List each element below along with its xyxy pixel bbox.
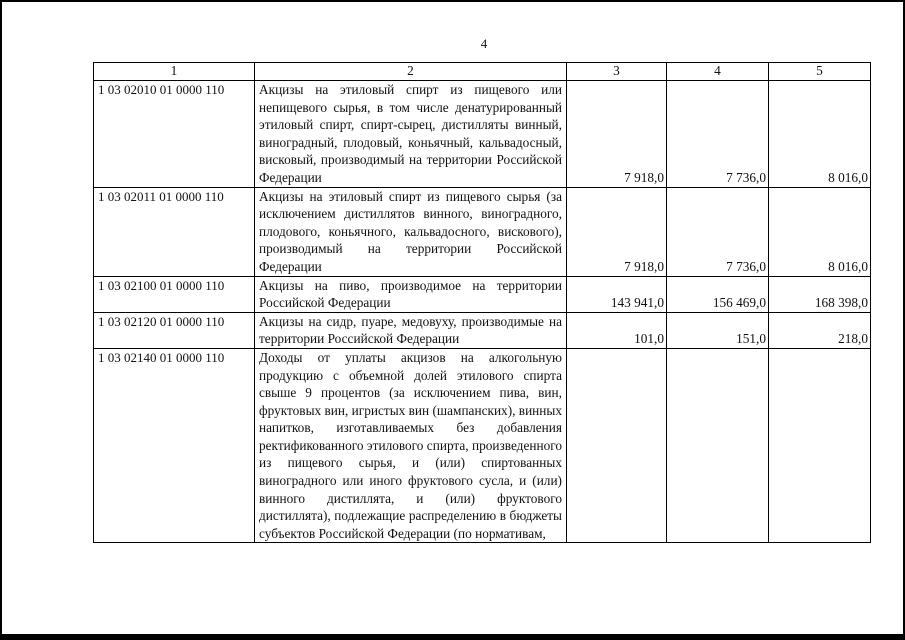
budget-code: 1 03 02120 01 0000 110 (94, 312, 255, 348)
scan-border-bottom (0, 634, 905, 640)
column-header-4: 4 (667, 63, 769, 81)
row-description: Доходы от уплаты акцизов на алкогольную продукцию с объемной долей этилового спирта свыше 9 процентов (за исключением пива, вин, фруктовых вин, игристых вин (шампанских), винных напитков, изготавливаемых без добавления ректификованного этилового спирта, произведенного из пищевого сырья, и (или) спиртованных виноградного или иного фруктового сусла, и (или) винного дистиллята, и (или) фруктового дистиллята), подлежащие распределению в бюджеты субъектов Российской Федерации (по нормативам, (255, 348, 567, 543)
value-col-4: 7 736,0 (667, 81, 769, 188)
value-col-3 (567, 348, 667, 543)
value-col-4: 156 469,0 (667, 276, 769, 312)
value-col-5: 218,0 (769, 312, 871, 348)
table-header-row (94, 63, 871, 81)
table-row (94, 187, 871, 276)
value-col-3: 7 918,0 (567, 81, 667, 188)
column-header-2: 2 (255, 63, 567, 81)
column-header-1: 1 (94, 63, 255, 81)
row-description: Акцизы на пиво, производимое на территории Российской Федерации (255, 276, 567, 312)
value-col-5: 168 398,0 (769, 276, 871, 312)
table-row (94, 276, 871, 312)
table-row (94, 81, 871, 188)
value-col-4 (667, 348, 769, 543)
value-col-5: 8 016,0 (769, 187, 871, 276)
row-description: Акцизы на этиловый спирт из пищевого или непищевого сырья, в том числе денатурированный этиловый спирт, спирт-сырец, дистилляты винный, виноградный, плодовый, коньячный, кальвадосный, висковый, производимый на территории Российской Федерации (255, 81, 567, 188)
value-col-4: 151,0 (667, 312, 769, 348)
value-col-3: 143 941,0 (567, 276, 667, 312)
value-col-3: 7 918,0 (567, 187, 667, 276)
value-col-5 (769, 348, 871, 543)
scan-border-left (0, 0, 2, 640)
table-row (94, 348, 871, 543)
column-header-3: 3 (567, 63, 667, 81)
page-number: 4 (480, 36, 488, 51)
row-description: Акцизы на этиловый спирт из пищевого сырья (за исключением дистиллятов винного, виноградного, плодового, коньячного, кальвадосного, вискового), производимый на территории Российской Федерации (255, 187, 567, 276)
value-col-5: 8 016,0 (769, 81, 871, 188)
budget-code: 1 03 02011 01 0000 110 (94, 187, 255, 276)
budget-code: 1 03 02010 01 0000 110 (94, 81, 255, 188)
budget-code: 1 03 02140 01 0000 110 (94, 348, 255, 543)
column-header-5: 5 (769, 63, 871, 81)
budget-code: 1 03 02100 01 0000 110 (94, 276, 255, 312)
scan-border-top (0, 0, 905, 2)
table-row (94, 312, 871, 348)
value-col-4: 7 736,0 (667, 187, 769, 276)
row-description: Акцизы на сидр, пуаре, медовуху, производимые на территории Российской Федерации (255, 312, 567, 348)
revenue-table (93, 62, 871, 543)
value-col-3: 101,0 (567, 312, 667, 348)
